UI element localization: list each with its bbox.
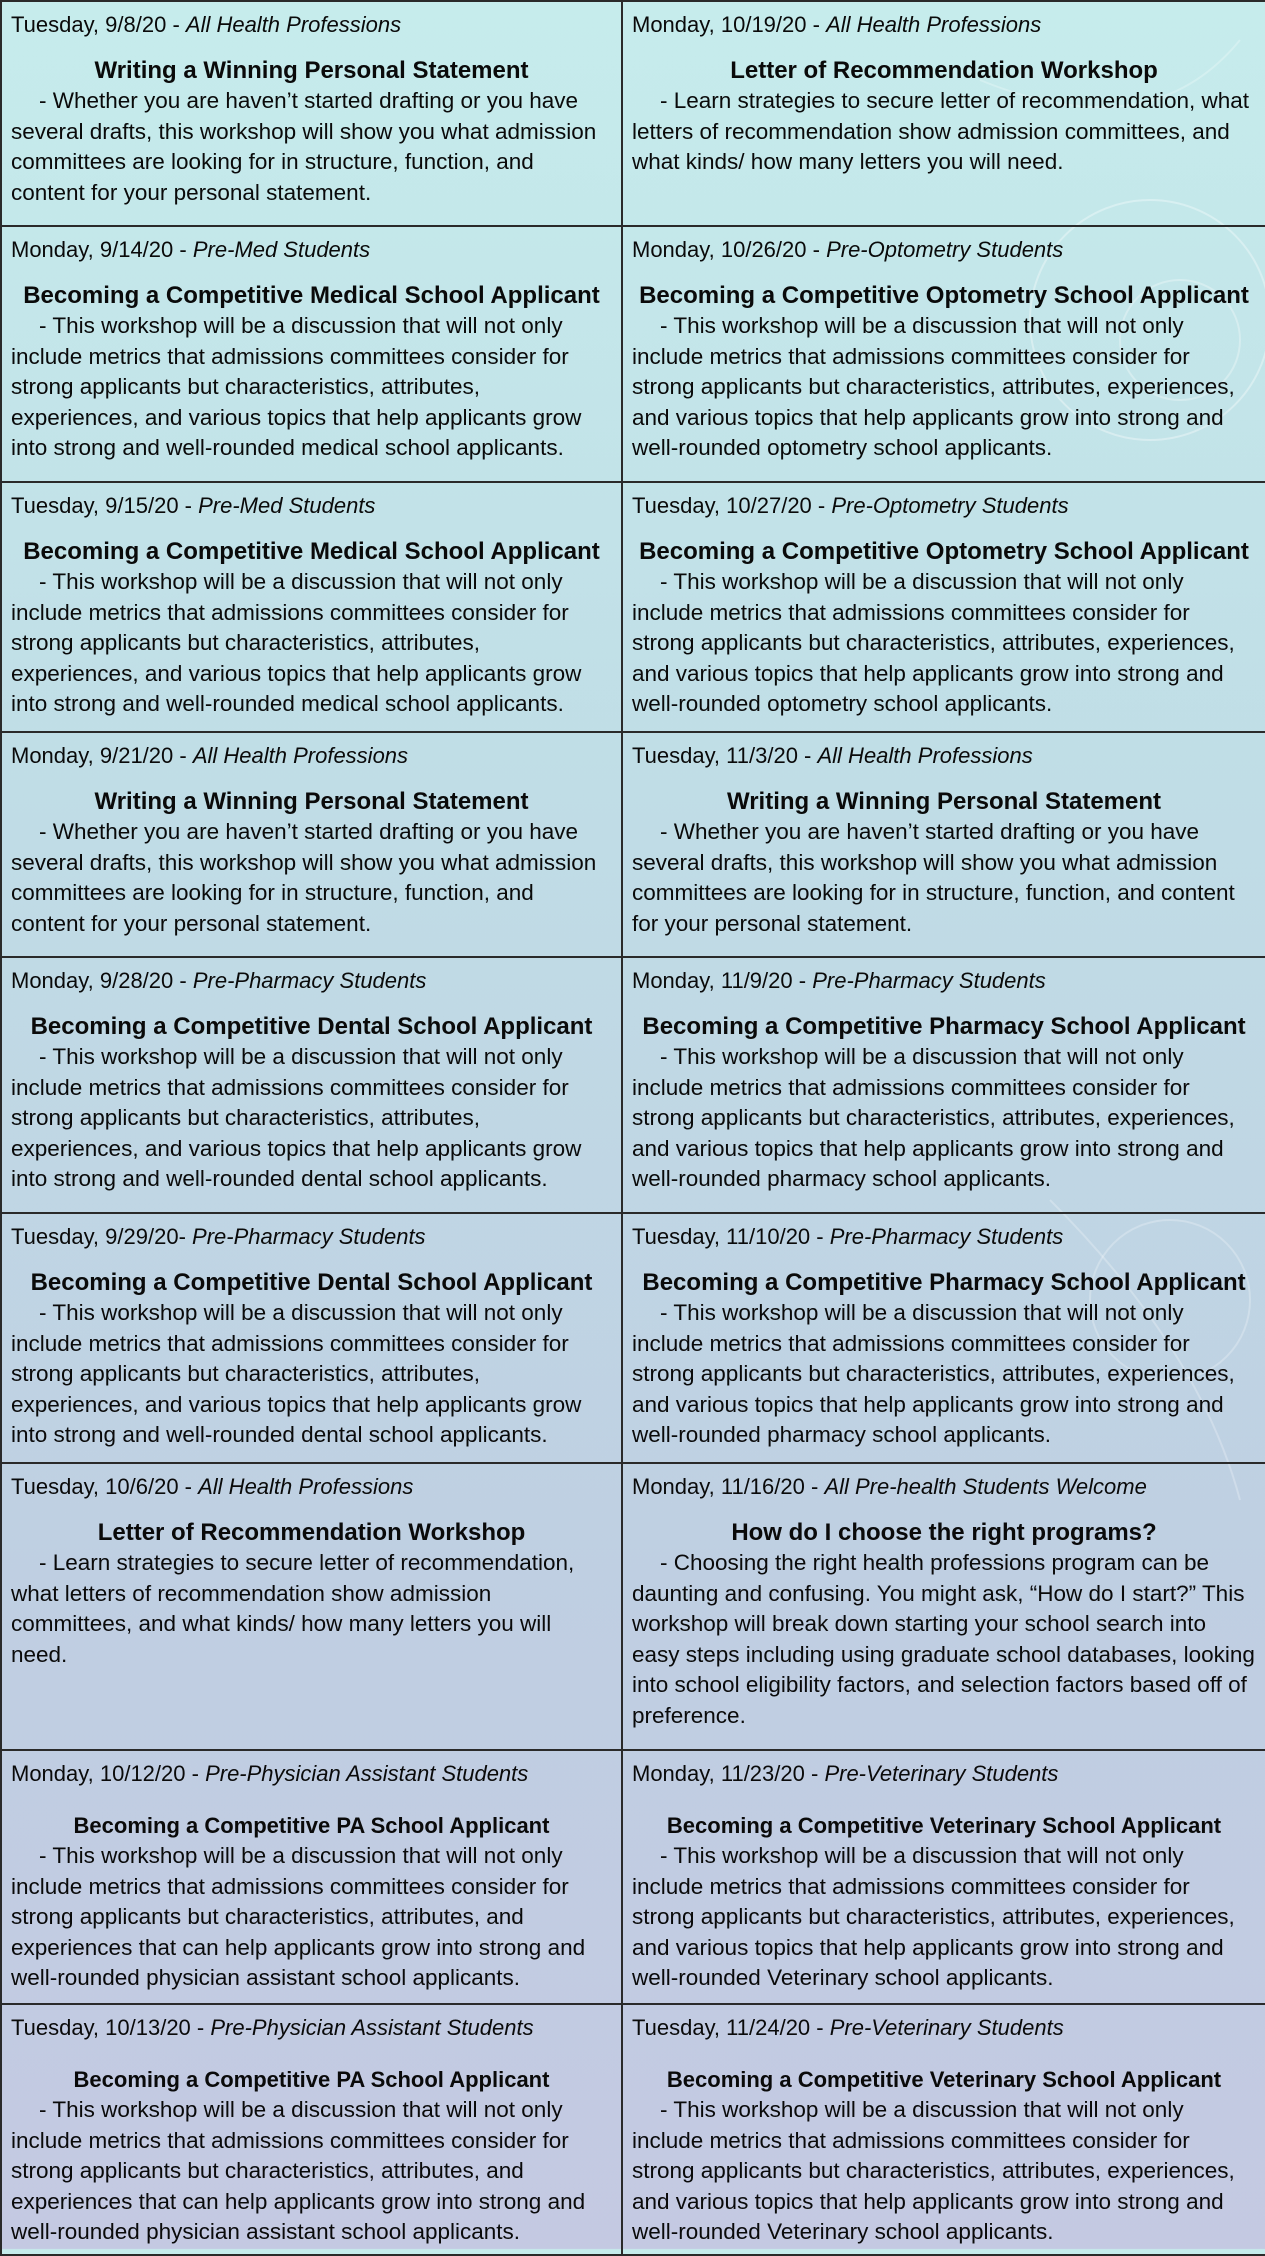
workshop-description: - Whether you are haven’t started drafting or you have several drafts, this workshop will show you what admission committees are looking for in structure, function, and content for your personal statement.	[11, 88, 597, 205]
workshop-date: Monday, 9/14/20	[11, 237, 174, 262]
schedule-row	[1, 1750, 1265, 2004]
workshop-cell	[622, 1463, 1265, 1750]
workshop-audience: Pre-Physician Assistant Students	[205, 1761, 529, 1786]
workshop-date-line	[632, 1759, 1256, 1789]
workshop-cell	[1, 226, 622, 482]
workshop-date: Tuesday, 11/3/20	[632, 743, 798, 768]
workshop-date-line	[632, 1472, 1256, 1502]
schedule-row	[1, 1463, 1265, 1750]
workshop-cell	[1, 1463, 622, 1750]
workshop-date: Tuesday, 10/27/20	[632, 493, 812, 518]
workshop-audience: All Health Professions	[185, 12, 402, 37]
date-separator: -	[178, 1474, 199, 1499]
workshop-description: - This workshop will be a discussion that will not only include metrics that admissions committees consider for strong applicants but characteristics, attributes, and experiences that can help applicants grow into strong and well-rounded physician assistant school applicants.	[11, 2097, 586, 2244]
workshop-date-line	[11, 10, 612, 40]
workshop-date-line	[11, 1222, 612, 1252]
workshop-title: Letter of Recommendation Workshop	[97, 1519, 526, 1546]
workshop-date-line	[632, 235, 1256, 265]
workshop-description: - This workshop will be a discussion that will not only include metrics that admissions committees consider for strong applicants but characteristics, attributes, experiences, and various topics that help applicants grow into strong and well-rounded pharmacy school applicants.	[632, 1300, 1235, 1447]
workshop-date-line	[11, 966, 612, 996]
date-separator: -	[178, 493, 199, 518]
workshop-date: Monday, 11/23/20	[632, 1761, 805, 1786]
workshop-date-line	[632, 966, 1256, 996]
workshop-audience: Pre-Optometry Students	[826, 237, 1064, 262]
workshop-date-line	[632, 741, 1256, 771]
date-separator: -	[185, 1761, 206, 1786]
workshop-cell	[622, 1, 1265, 226]
workshop-cell	[1, 957, 622, 1213]
workshop-description: - Whether you are haven’t started drafting or you have several drafts, this workshop will show you what admission committees are looking for in structure, function, and content for your personal statement.	[632, 819, 1235, 936]
workshop-title: Becoming a Competitive Optometry School Applicant	[639, 538, 1249, 565]
workshop-title: Becoming a Competitive PA School Applicant	[73, 1813, 550, 1838]
workshop-date-line	[11, 1759, 612, 1789]
workshop-date-line	[632, 2013, 1256, 2043]
workshop-cell	[1, 732, 622, 957]
workshop-title: Becoming a Competitive PA School Applicant	[73, 2067, 550, 2092]
workshop-date: Monday, 9/21/20	[11, 743, 174, 768]
workshop-audience: Pre-Pharmacy Students	[192, 968, 427, 993]
workshop-title: Writing a Winning Personal Statement	[726, 788, 1162, 815]
date-separator: -	[806, 12, 827, 37]
workshop-date: Monday, 11/16/20	[632, 1474, 805, 1499]
workshop-date: Tuesday, 10/13/20	[11, 2015, 191, 2040]
workshop-date: Monday, 9/28/20	[11, 968, 174, 993]
workshop-date-line	[632, 491, 1256, 521]
workshop-cell	[622, 2004, 1265, 2255]
date-separator: -	[166, 12, 186, 37]
workshop-title: Becoming a Competitive Optometry School Applicant	[639, 282, 1249, 309]
schedule-row	[1, 732, 1265, 957]
workshop-audience: All Health Professions	[192, 743, 409, 768]
workshop-cell	[622, 732, 1265, 957]
workshop-title: Writing a Winning Personal Statement	[94, 57, 529, 84]
workshop-title: Writing a Winning Personal Statement	[94, 788, 529, 815]
workshop-audience: All Health Professions	[826, 12, 1042, 37]
workshop-date: Monday, 10/26/20	[632, 237, 807, 262]
workshop-title: Becoming a Competitive Pharmacy School Applicant	[642, 1269, 1246, 1296]
date-separator: -	[811, 493, 832, 518]
workshop-description: - Choosing the right health professions program can be daunting and confusing. You might ask, “How do I start?” This workshop will break down starting your school search into easy steps including using graduate school databases, looking into school eligibility factors, and selection factors based off of preference.	[632, 1550, 1255, 1728]
date-separator: -	[810, 2015, 830, 2040]
date-separator: -	[173, 743, 193, 768]
workshop-cell	[1, 2004, 622, 2255]
schedule-row	[1, 957, 1265, 1213]
workshop-description: - This workshop will be a discussion that will not only include metrics that admissions committees consider for strong applicants but characteristics, attributes, experiences, and various topics that help applicants grow into strong and well-rounded medical school applicants.	[11, 569, 582, 716]
workshop-cell	[1, 1, 622, 226]
date-separator: -	[810, 1224, 830, 1249]
workshop-date: Tuesday, 9/15/20	[11, 493, 179, 518]
workshop-description: - This workshop will be a discussion that will not only include metrics that admissions committees consider for strong applicants but characteristics, attributes, and experiences that can help applicants grow into strong and well-rounded physician assistant school applicants.	[11, 1843, 586, 1990]
date-separator: -	[173, 237, 193, 262]
date-separator: -	[804, 1474, 825, 1499]
workshop-date-line	[11, 491, 612, 521]
workshop-date: Tuesday, 11/10/20	[632, 1224, 811, 1249]
workshop-title: Becoming a Competitive Dental School Applicant	[30, 1269, 593, 1296]
date-separator: -	[804, 1761, 825, 1786]
workshop-description: - This workshop will be a discussion that will not only include metrics that admissions committees consider for strong applicants but characteristics, attributes, experiences, and various topics that help applicants grow into strong and well-rounded optometry school applicants.	[632, 313, 1235, 460]
workshop-audience: Pre-Med Students	[198, 493, 376, 518]
workshop-cell	[622, 1213, 1265, 1463]
schedule-row	[1, 2004, 1265, 2255]
workshop-description: - This workshop will be a discussion that will not only include metrics that admissions committees consider for strong applicants but characteristics, attributes, experiences, and various topics that help applicants grow into strong and well-rounded pharmacy school applicants.	[632, 1044, 1235, 1191]
workshop-title: Letter of Recommendation Workshop	[730, 57, 1158, 84]
workshop-cell	[622, 957, 1265, 1213]
workshop-title: Becoming a Competitive Dental School Applicant	[30, 1013, 593, 1040]
workshop-description: - This workshop will be a discussion that will not only include metrics that admissions committees consider for strong applicants but characteristics, attributes, experiences, and various topics that help applicants grow into strong and well-rounded dental school applicants.	[11, 1044, 582, 1191]
workshop-date-line	[632, 10, 1256, 40]
schedule-row	[1, 1, 1265, 226]
schedule-row	[1, 1213, 1265, 1463]
workshop-cell	[1, 1750, 622, 2004]
workshop-date-line	[11, 1472, 612, 1502]
schedule-row	[1, 482, 1265, 732]
workshop-description: - This workshop will be a discussion that will not only include metrics that admissions committees consider for strong applicants but characteristics, attributes, experiences, and various topics that help applicants grow into strong and well-rounded Veterinary school applicants.	[632, 1843, 1235, 1990]
date-separator: -	[190, 2015, 211, 2040]
workshop-title: Becoming a Competitive Veterinary School Applicant	[666, 1813, 1222, 1838]
workshop-date: Tuesday, 11/24/20	[632, 2015, 811, 2040]
workshop-description: - Learn strategies to secure letter of recommendation, what letters of recommendation show admission committees, and what kinds/ how many letters you will need.	[632, 88, 1250, 174]
workshop-date: Monday, 10/12/20	[11, 1761, 186, 1786]
workshop-description: - This workshop will be a discussion that will not only include metrics that admissions committees consider for strong applicants but characteristics, attributes, experiences, and various topics that help applicants grow into strong and well-rounded optometry school applicants.	[632, 569, 1235, 716]
workshop-date-line	[632, 1222, 1256, 1252]
date-separator: -	[797, 743, 818, 768]
workshop-date-line	[11, 2013, 612, 2043]
workshop-title: Becoming a Competitive Pharmacy School Applicant	[642, 1013, 1246, 1040]
workshop-description: - Whether you are haven’t started drafting or you have several drafts, this workshop will show you what admission committees are looking for in structure, function, and content for your personal statement.	[11, 819, 597, 936]
workshop-audience: Pre-Physician Assistant Students	[210, 2015, 534, 2040]
workshop-date-line	[11, 741, 612, 771]
schedule-row	[1, 226, 1265, 482]
workshop-cell	[622, 226, 1265, 482]
workshop-date-line	[11, 235, 612, 265]
date-separator: -	[792, 968, 813, 993]
workshop-cell	[622, 1750, 1265, 2004]
workshop-audience: Pre-Med Students	[192, 237, 371, 262]
workshop-audience: Pre-Pharmacy Students	[812, 968, 1046, 993]
workshop-audience: All Health Professions	[817, 743, 1033, 768]
workshop-audience: All Pre-health Students Welcome	[824, 1474, 1147, 1499]
date-separator: -	[806, 237, 827, 262]
workshop-date: Monday, 11/9/20	[632, 968, 793, 993]
workshop-audience: All Health Professions	[198, 1474, 414, 1499]
workshop-audience: Pre-Optometry Students	[831, 493, 1069, 518]
workshop-date: Monday, 10/19/20	[632, 12, 807, 37]
workshop-date: Tuesday, 9/29/20	[11, 1224, 179, 1249]
workshop-title: Becoming a Competitive Veterinary School Applicant	[666, 2067, 1222, 2092]
date-separator: -	[178, 1224, 193, 1249]
workshop-audience: Pre-Veterinary Students	[824, 1761, 1059, 1786]
workshop-description: - Learn strategies to secure letter of recommendation, what letters of recommendation show admission committees, and what kinds/ how many letters you will need.	[11, 1550, 575, 1667]
date-separator: -	[173, 968, 193, 993]
workshop-date: Tuesday, 9/8/20	[11, 12, 167, 37]
workshop-audience: Pre-Veterinary Students	[829, 2015, 1064, 2040]
workshop-cell	[1, 482, 622, 732]
workshop-title: Becoming a Competitive Medical School Applicant	[23, 538, 600, 565]
workshop-cell	[622, 482, 1265, 732]
workshop-audience: Pre-Pharmacy Students	[192, 1224, 426, 1249]
workshop-cell	[1, 1213, 622, 1463]
workshop-title: How do I choose the right programs?	[731, 1519, 1157, 1546]
workshop-description: - This workshop will be a discussion that will not only include metrics that admissions committees consider for strong applicants but characteristics, attributes, experiences, and various topics that help applicants grow into strong and well-rounded dental school applicants.	[11, 1300, 582, 1447]
workshop-title: Becoming a Competitive Medical School Applicant	[23, 282, 600, 309]
workshop-description: - This workshop will be a discussion that will not only include metrics that admissions committees consider for strong applicants but characteristics, attributes, experiences, and various topics that help applicants grow into strong and well-rounded Veterinary school applicants.	[632, 2097, 1235, 2244]
workshop-audience: Pre-Pharmacy Students	[829, 1224, 1064, 1249]
workshop-description: - This workshop will be a discussion that will not only include metrics that admissions committees consider for strong applicants but characteristics, attributes, experiences, and various topics that help applicants grow into strong and well-rounded medical school applicants.	[11, 313, 582, 460]
workshop-date: Tuesday, 10/6/20	[11, 1474, 179, 1499]
